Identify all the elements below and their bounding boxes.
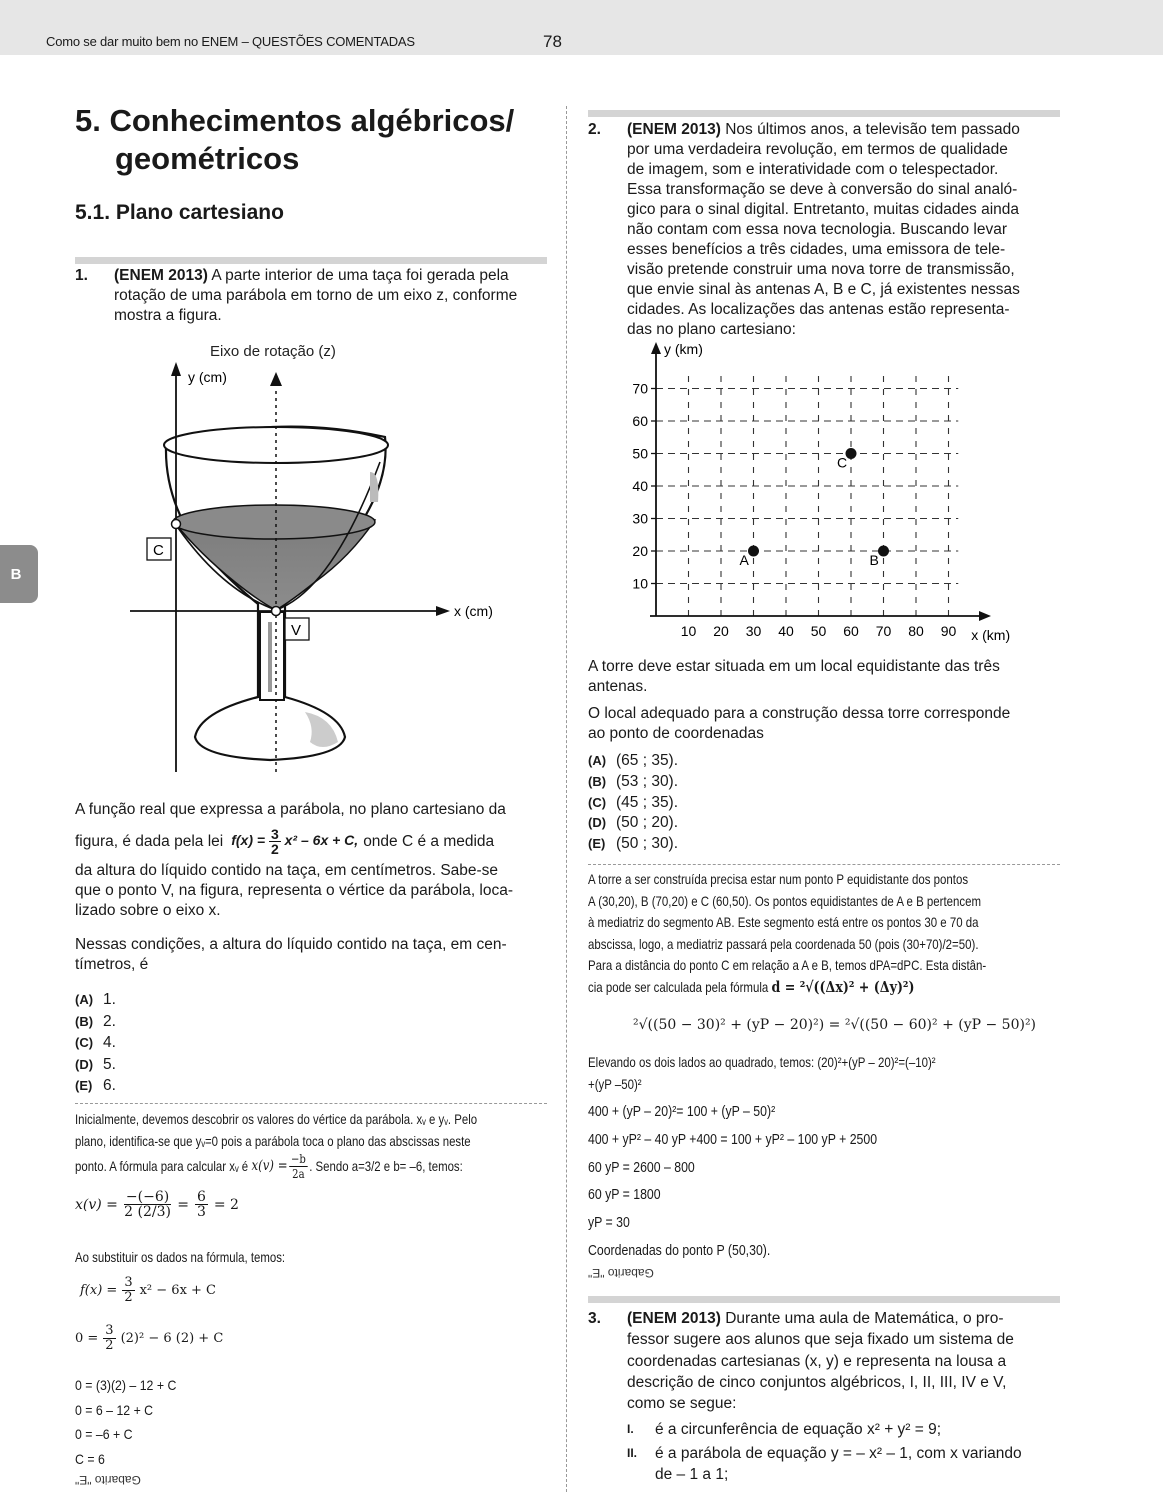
chapter-title: 5. Conhecimentos algébricos/ geométricos — [75, 103, 515, 176]
label-v: V — [291, 622, 302, 639]
q1-solution: Inicialmente, devemos descobrir os valores do vértice da parábola. xᵥ e yᵥ. Pelo plano, identifica-se que yᵥ=0 pois a parábola toca o plano das abscissas neste ponto. A fórmula para calcular xᵥ é x(v) = $\frac{-b}{2a}$ . Sendo a=3/2 e b= –6, temos: — [75, 1112, 478, 1182]
eq2: 0 = $\frac{3}{2}$ (2)² − 6 (2) + C — [75, 1323, 224, 1353]
section-tab: B — [0, 545, 38, 603]
option[interactable]: (D) (50 ; 20). — [588, 814, 679, 832]
y-tick-label: 40 — [632, 478, 648, 494]
column-divider — [566, 106, 567, 1492]
question-source: (ENEM 2013) — [627, 1310, 721, 1327]
x-tick-label: 30 — [745, 623, 762, 639]
q2-body: A torre deve estar situada em um local equidistante das três antenas. O local adequado para a construção dessa torre corresponde ao ponto de coordenadas — [588, 658, 1011, 742]
option[interactable]: (D) 5. — [75, 1055, 116, 1073]
rotation-axis-label: Eixo de rotação (z) — [210, 343, 336, 360]
x-tick-label: 50 — [810, 623, 827, 639]
y-tick-label: 60 — [632, 413, 648, 429]
question-number: 1. — [75, 267, 88, 284]
question-source: (ENEM 2013) — [627, 121, 721, 138]
q2-solution: A torre a ser construída precisa estar num ponto P equidistante dos pontos A (30,20), B (70,20) e C (60,50). Os pontos equidistantes de A e B pertencem à mediatriz do segmento AB. Este segmento está entre os pontos 30 e 70 da abscissa, logo, a mediatriz passará pela coordenada 50 (pois (30+70)/2=50). Para a distância do ponto C em relação a A e B, temos dPA=dPC. Esta distân- cia pode ser calculada pela fórmula d = ²√((Δx)² + (Δy)²) — [588, 872, 987, 996]
running-title: Como se dar muito bem no ENEM – QUESTÕES COMENTADAS — [46, 34, 415, 49]
page-number: 78 — [543, 32, 562, 51]
x-tick-label: 10 — [680, 623, 697, 639]
xv-calc: x(v) = $\frac{-(-6)}{2 (2/3)}$ = $\frac{6}{3}$ = 2 — [75, 1189, 239, 1220]
q2-steps: 400 + (yP – 20)²= 100 + (yP – 50)² 400 + yP² – 40 yP +400 = 100 + yP² – 100 yP + 2500 60 yP = 2600 – 800 60 yP = 1800 yP = 30 Coordenadas do ponto P (50,30). — [588, 1104, 878, 1259]
antenna-chart — [620, 338, 1020, 648]
chart-y-label: y (km) — [664, 341, 703, 357]
goblet-figure — [110, 332, 510, 782]
y-axis-label: y (cm) — [188, 369, 227, 385]
antenna-point-a — [748, 546, 759, 557]
x-axis-label: x (cm) — [454, 603, 493, 619]
question-bar — [588, 110, 1060, 117]
option[interactable]: (E) (50 ; 30). — [588, 835, 679, 853]
question-bar — [588, 1296, 1060, 1303]
formula: f(x) = $\frac{3}{2}$ x² – 6x + C, — [231, 826, 359, 857]
y-tick-label: 50 — [632, 445, 648, 462]
q2-answer: Gabarito "E" — [588, 1266, 654, 1280]
option[interactable]: (A) (65 ; 35). — [588, 752, 679, 769]
chart-ticks — [632, 381, 956, 640]
question-number: 2. — [588, 121, 601, 138]
q2-options — [588, 751, 678, 855]
x-axis-arrow — [979, 611, 991, 621]
page-header — [0, 0, 1163, 55]
antenna-point-b — [878, 546, 889, 557]
q1-body: A função real que expressa a parábola, no plano cartesiano da figura, é dada pela lei f(x) = $\frac{3}{2}$ x² – 6x + C, onde C é a medida da altura do líquido contido na taça, em centímetros. Sabe-se que o ponto V, na figura, representa o vértice da parábola, loca- lizado sobre o eixo x. Nessas condições, a altura do líquido contido na taça, em cen- tímetros, é — [75, 801, 514, 973]
section-title: 5.1. Plano cartesiano — [75, 201, 284, 224]
question-1: 1. (ENEM 2013) A parte interior de uma taça foi gerada pela rotação de uma parábola em torno de um eixo z, conforme mostra a figura. — [75, 267, 518, 324]
x-tick-label: 60 — [843, 623, 859, 639]
x-tick-label: 40 — [778, 623, 794, 639]
liquid-surface — [173, 505, 375, 539]
label-c: C — [153, 542, 164, 559]
y-tick-label: 10 — [632, 575, 648, 592]
question-number: 3. — [588, 1310, 601, 1327]
question-bar — [75, 257, 547, 264]
point-c — [172, 520, 181, 529]
glass-rim — [164, 427, 388, 463]
x-tick-label: 80 — [908, 623, 924, 639]
question-2: 2. (ENEM 2013) Nos últimos anos, a televisão tem passado por uma verdadeira revolução, em termos de qualidade de imagem, som e interatividade com o telespectador. Essa transformação se deve à conversão do sinal analó- gico para o sinal digital. Entretanto, muitas cidades ainda não contam com essa nova tecnologia. Buscando levar esses benefícios a três cidades, uma emissora de tele- visão pretende construir uma nova torre de transmissão, que envie sinal às antenas A, B e C, já existentes nessas cidades. As localizações das antenas estão representa- das no plano cartesiano: — [588, 121, 1020, 338]
antenna-point-c — [846, 448, 857, 459]
y-tick-label: 70 — [632, 380, 648, 397]
point-v — [272, 607, 281, 616]
eq1: f(x) = $\frac{3}{2}$ x² − 6x + C — [80, 1275, 217, 1305]
antenna-label-c: C — [837, 454, 848, 471]
square-text: Elevando os dois lados ao quadrado, temos: (20)²+(yP – 20)²=(–10)² +(yP –50)² — [588, 1055, 936, 1092]
x-tick-label: 90 — [940, 623, 957, 639]
question-source: (ENEM 2013) — [114, 267, 208, 284]
option[interactable]: (B) (53 ; 30). — [588, 772, 679, 790]
chart-points — [740, 448, 890, 568]
question-3: 3. (ENEM 2013) Durante uma aula de Matemática, o pro- fessor sugere aos alunos que seja fixado um sistema de coordenadas cartesianas (x, y) e representa na lousa a descrição de cinco conjuntos algébricos, I, II, III, IV e V, como se segue: I. é a circunferência de equação x² + y² = 9; II. é a parábola de equação y = – x² – 1, com x variando de – 1 a 1; — [588, 1308, 1060, 1485]
q1-steps: 0 = (3)(2) – 12 + C 0 = 6 – 12 + C 0 = –6 + C C = 6 — [75, 1377, 177, 1467]
subst-text: Ao substituir os dados na fórmula, temos: — [75, 1250, 286, 1265]
y-tick-label: 20 — [632, 543, 648, 559]
y-tick-label: 30 — [632, 510, 648, 527]
chart-axes — [650, 342, 991, 621]
chart-grid — [656, 376, 958, 617]
distance-equation: ²√((50 − 30)² + (yP − 20)²) = ²√((50 − 60)² + (yP − 50)²) — [633, 1017, 1037, 1033]
x-tick-label: 70 — [875, 623, 892, 639]
chart-x-label: x (km) — [971, 627, 1011, 643]
antenna-label-b: B — [869, 552, 879, 568]
q1-answer: Gabarito "E" — [75, 1473, 141, 1487]
option[interactable]: (C) 4. — [75, 1034, 116, 1051]
q1-options — [75, 989, 116, 1097]
option[interactable]: (C) (45 ; 35). — [588, 793, 679, 811]
option[interactable]: (E) 6. — [75, 1077, 116, 1094]
antenna-label-a: A — [739, 552, 749, 568]
option[interactable]: (B) 2. — [75, 1012, 116, 1030]
option[interactable]: (A) 1. — [75, 991, 116, 1008]
x-tick-label: 20 — [713, 623, 729, 639]
y-axis-arrow — [651, 342, 661, 354]
